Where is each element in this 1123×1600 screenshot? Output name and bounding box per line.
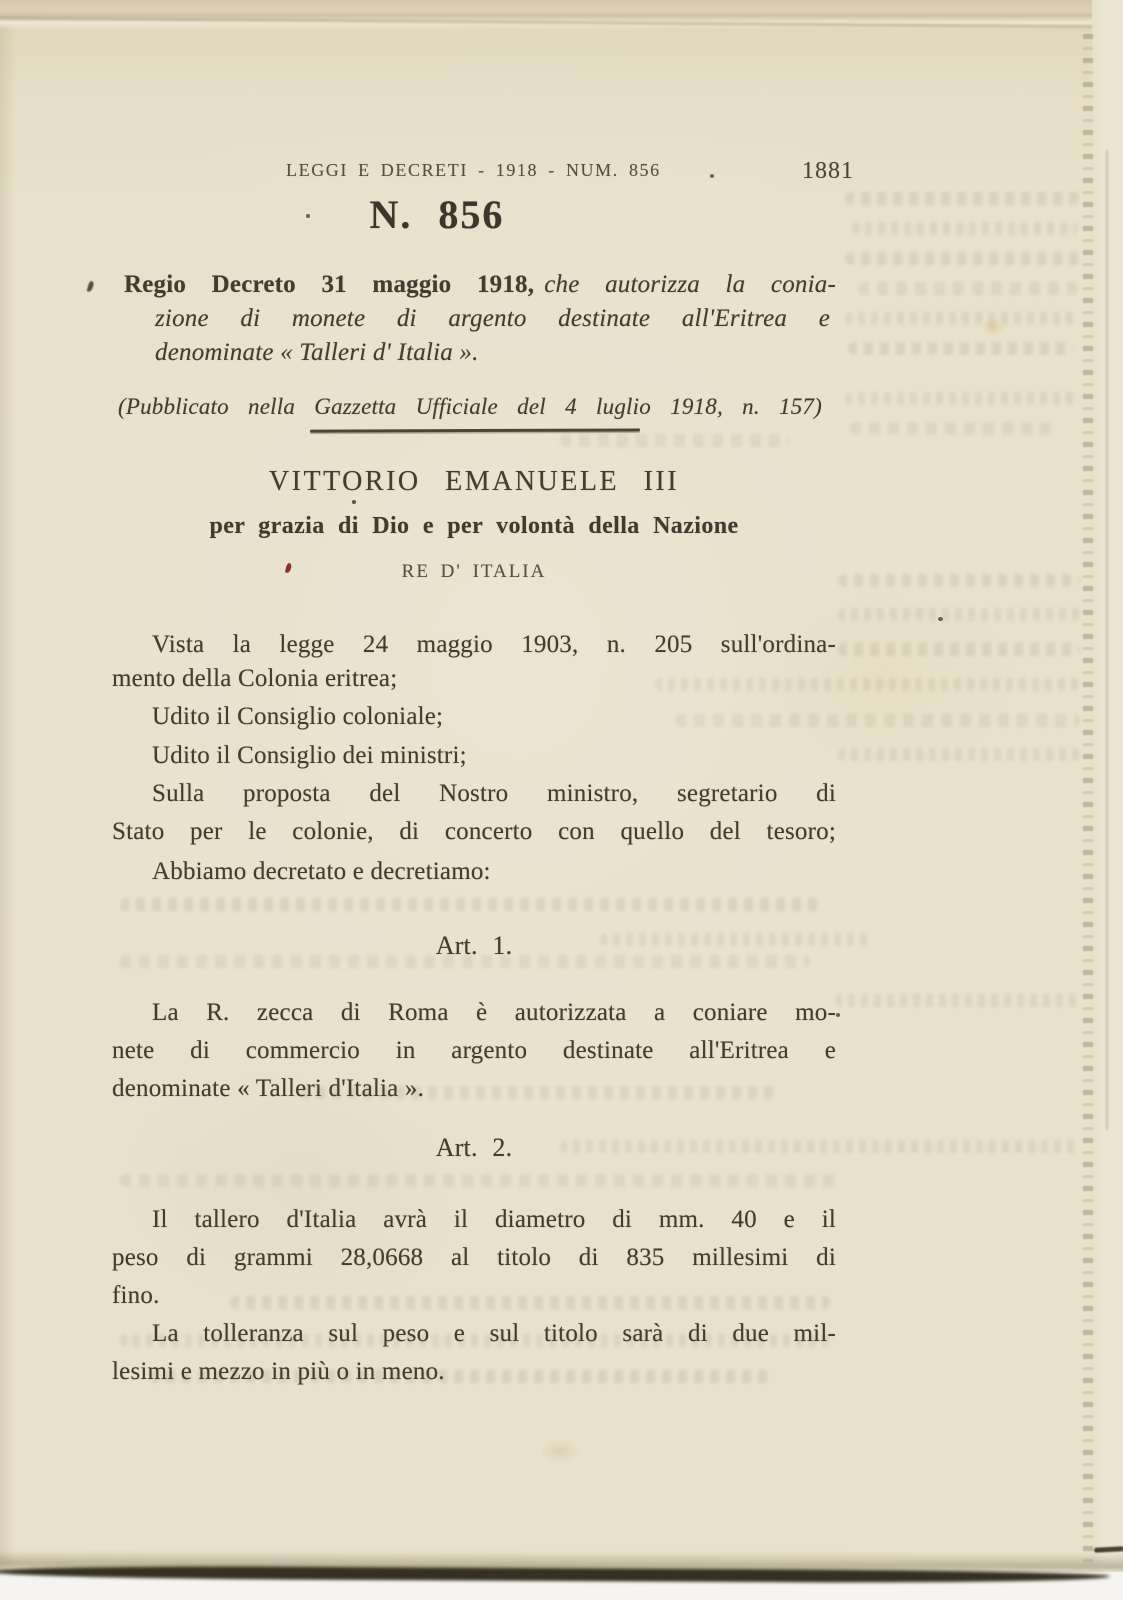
- decree-title-line-1: [124, 268, 836, 302]
- article-2-line: fino.: [112, 1282, 160, 1309]
- stray-ink-mark: [87, 281, 95, 293]
- showthrough-ghost-line: [845, 392, 1080, 405]
- preamble-line: Abbiamo decretato e decretiamo:: [152, 858, 491, 885]
- ink-speck: [710, 174, 714, 178]
- showthrough-ghost-line: [838, 574, 1080, 587]
- showthrough-ghost-line: [848, 342, 1073, 355]
- article-1-line: denominate « Talleri d'Italia ».: [112, 1075, 425, 1102]
- article-1-heading: Art. 1.: [435, 931, 513, 960]
- king-name: VITTORIO EMANUELE III: [268, 466, 680, 497]
- ink-speck: [938, 617, 943, 621]
- decree-title-bold: Regio Decreto 31 maggio 1918,: [124, 271, 535, 298]
- showthrough-ghost-line: [120, 1174, 836, 1187]
- preamble-line: Sulla proposta del Nostro ministro, segretario di: [152, 780, 836, 807]
- showthrough-ghost-line: [858, 282, 1078, 295]
- preamble-line: Stato per le colonie, di concerto con quello del tesoro;: [112, 818, 836, 845]
- showthrough-ghost-line: [845, 312, 1077, 325]
- preamble-line: mento della Colonia eritrea;: [112, 665, 398, 692]
- article-2-heading: Art. 2.: [435, 1133, 513, 1162]
- gazzetta-publication-note: (Pubblicato nella Gazzetta Ufficiale del 4 luglio 1918, n. 157): [118, 394, 822, 419]
- showthrough-ghost-line: [838, 608, 1080, 621]
- showthrough-ghost-line: [850, 422, 1055, 435]
- preamble-line: Udito il Consiglio dei ministri;: [152, 742, 467, 769]
- king-subtitle: per grazia di Dio e per volontà della Nazione: [209, 513, 739, 539]
- running-header: LEGGI E DECRETI - 1918 - NUM. 856: [286, 160, 661, 180]
- page-number: 1881: [802, 158, 854, 184]
- showthrough-ghost-line: [120, 898, 820, 911]
- preamble-line: Vista la legge 24 maggio 1903, n. 205 sull'ordina-: [152, 631, 836, 658]
- ink-speck: [836, 1013, 840, 1017]
- ink-speck: [352, 500, 356, 504]
- showthrough-ghost-line: [838, 643, 1080, 656]
- article-2-line: Il tallero d'Italia avrà il diametro di mm. 40 e il: [152, 1206, 836, 1233]
- article-1-line: nete di commercio in argento destinate all'Eritrea e: [112, 1037, 836, 1064]
- paper-stain: [982, 318, 1004, 336]
- decree-title-line-3: denominate « Talleri d' Italia ».: [155, 339, 479, 366]
- showthrough-ghost-line: [560, 434, 790, 447]
- torn-page-edge: [1083, 34, 1093, 1562]
- paper-stain: [540, 1438, 580, 1464]
- decree-number: N. 856: [369, 192, 505, 237]
- decree-title-line-2: zione di monete di argento destinate all'Eritrea e: [155, 305, 830, 332]
- showthrough-ghost-line: [845, 192, 1080, 205]
- article-2-line: La tolleranza sul peso e sul titolo sarà di due mil-: [152, 1320, 836, 1347]
- decree-title-italic: che autorizza la conia-: [544, 271, 836, 298]
- article-1-line: La R. zecca di Roma è autorizzata a coniare mo-: [152, 999, 836, 1026]
- right-crease: [1106, 150, 1108, 1130]
- showthrough-ghost-line: [838, 748, 1080, 761]
- king-title: RE D' ITALIA: [401, 561, 547, 582]
- showthrough-ghost-line: [852, 222, 1078, 235]
- showthrough-ghost-line: [835, 994, 1080, 1007]
- showthrough-ghost-line: [845, 252, 1080, 265]
- preamble-line: Udito il Consiglio coloniale;: [152, 703, 444, 730]
- separator-rule: [310, 428, 640, 432]
- article-2-line: lesimi e mezzo in più o in meno.: [112, 1358, 445, 1385]
- article-2-line: peso di grammi 28,0668 al titolo di 835 millesimi di: [112, 1244, 836, 1271]
